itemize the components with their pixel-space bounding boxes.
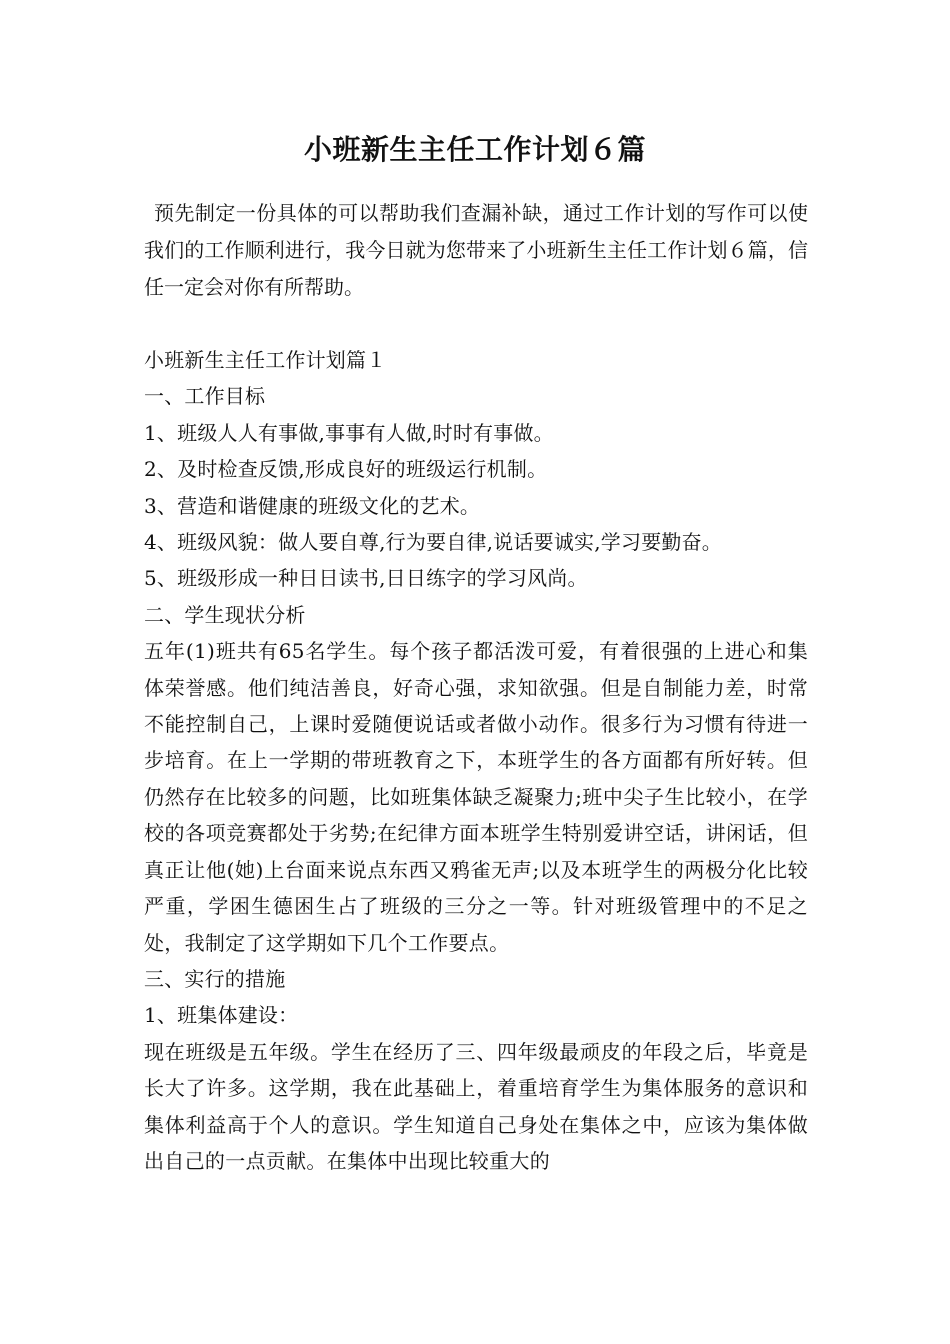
subheading-analysis: 二、学生现状分析 — [144, 602, 306, 627]
section-heading: 小班新生主任工作计划篇１ — [144, 348, 387, 372]
intro-paragraph: 预先制定一份具体的可以帮助我们查漏补缺，通过工作计划的写作可以使我们的工作顺利进行，我今日就为您带来了小班新生主任工作计划６篇，信任一定会对你有所帮助。 — [144, 201, 808, 299]
body-paragraph: 五年(1)班共有65名学生。每个孩子都活泼可爱，有着很强的上进心和集体荣誉感。他们纯洁善良，好奇心强，求知欲强。但是自制能力差，时常不能控制自己，上课时爱随便说话或者做小动作。很多行为习惯有待进一步培育。在上一学期的带班教育之下，本班学生的各方面都有所好转。但仍然存在比较多的问题，比如班集体缺乏凝聚力;班中尖子生比较小，在学校的各项竞赛都处于劣势;在纪律方面本班学生特别爱讲空话，讲闲话，但真正让他(她)上台面来说点东西又鸦雀无声;以及本班学生的两极分化比较严重，学困生德困生占了班级的三分之一等。针对班级管理中的不足之处，我制定了这学期如下几个工作要点。 — [144, 639, 808, 955]
list-item: 4、班级风貌：做人要自尊,行为要自律,说话要诚实,学习要勤奋。 — [144, 530, 722, 555]
document-body — [144, 342, 808, 1179]
list-item: 1、班集体建设： — [144, 1003, 299, 1028]
subheading-measures: 三、实行的措施 — [144, 966, 286, 991]
list-item: 1、班级人人有事做,事事有人做,时时有事做。 — [144, 420, 554, 445]
list-item: 3、营造和谐健康的班级文化的艺术。 — [144, 493, 481, 518]
body-paragraph: 现在班级是五年级。学生在经历了三、四年级最顽皮的年段之后，毕竟是长大了许多。这学期，我在此基础上，着重培育学生为集体服务的意识和集体利益高于个人的意识。学生知道自己身处在集体之中，应该为集体做出自己的一点贡献。在集体中出现比较重大的 — [144, 1039, 808, 1173]
subheading-goals: 一、工作目标 — [144, 384, 266, 409]
document-title: 小班新生主任工作计划６篇 — [303, 133, 646, 166]
list-item: 5、班级形成一种日日读书,日日练字的学习风尚。 — [144, 566, 588, 591]
list-item: 2、及时检查反馈,形成良好的班级运行机制。 — [144, 457, 548, 482]
